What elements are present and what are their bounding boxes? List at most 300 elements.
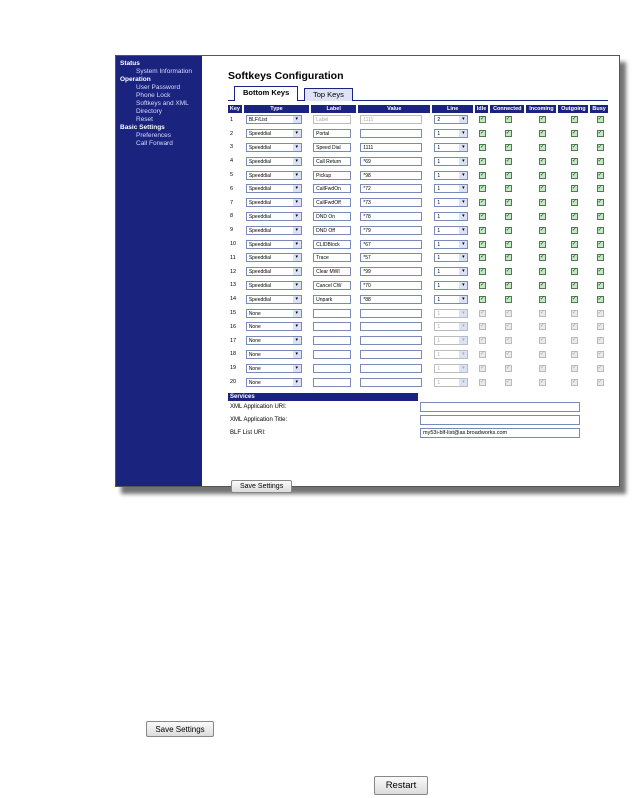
checkbox-incoming[interactable]: ✓ (539, 143, 545, 150)
checkbox-incoming[interactable]: ✓ (539, 199, 545, 206)
chevron-down-icon: ▾ (293, 241, 301, 248)
checkbox-outgoing[interactable]: ✓ (571, 281, 577, 288)
label-input[interactable]: Portal (313, 129, 351, 138)
line-select[interactable] (434, 198, 468, 207)
key-number: 2 (230, 130, 234, 137)
checkbox-idle[interactable]: ✓ (480, 212, 486, 219)
type-select[interactable] (246, 350, 302, 359)
checkbox-incoming[interactable]: ✓ (539, 378, 545, 385)
type-value: Speeddial (248, 144, 272, 151)
checkbox-idle[interactable]: ✓ (480, 337, 486, 344)
checkbox-outgoing[interactable]: ✓ (571, 323, 577, 330)
checkbox-connected[interactable]: ✓ (505, 185, 511, 192)
checkbox-connected[interactable]: ✓ (505, 309, 511, 316)
checkbox-idle[interactable]: ✓ (480, 268, 486, 275)
checkbox-busy[interactable]: ✓ (597, 281, 603, 288)
line-value: 1 (437, 351, 441, 358)
chevron-down-icon: ▾ (293, 310, 301, 317)
line-select[interactable] (434, 184, 468, 193)
checkbox-busy[interactable]: ✓ (597, 199, 603, 206)
sidebar-item[interactable]: User Password (136, 84, 181, 91)
service-field-input[interactable] (420, 402, 580, 412)
checkbox-busy[interactable]: ✓ (597, 323, 603, 330)
tab-bar (228, 87, 608, 101)
line-select[interactable] (434, 240, 468, 249)
label-input[interactable]: CLIDBlock (313, 240, 351, 249)
key-number: 8 (230, 213, 234, 220)
label-input[interactable]: DND Off (313, 226, 351, 235)
line-select[interactable] (434, 322, 468, 331)
checkbox-outgoing[interactable]: ✓ (571, 364, 577, 371)
checkbox-incoming[interactable]: ✓ (539, 116, 545, 123)
chevron-down-icon: ▾ (293, 213, 301, 220)
line-value: 2 (437, 117, 441, 124)
chevron-down-icon: ▾ (459, 158, 467, 165)
checkbox-idle[interactable]: ✓ (480, 378, 486, 385)
checkbox-busy[interactable]: ✓ (597, 295, 603, 302)
line-select[interactable] (434, 143, 468, 152)
checkbox-incoming[interactable]: ✓ (539, 171, 545, 178)
checkbox-incoming[interactable]: ✓ (539, 240, 545, 247)
value-input[interactable] (360, 364, 422, 373)
value-input[interactable]: *57 (360, 253, 422, 262)
checkbox-idle[interactable]: ✓ (480, 130, 486, 137)
label-input[interactable] (313, 378, 351, 387)
checkbox-busy[interactable]: ✓ (597, 309, 603, 316)
label-input[interactable]: CallFwdOff (313, 198, 351, 207)
sidebar-section-title: Operation (120, 76, 151, 83)
value-input[interactable]: *67 (360, 240, 422, 249)
checkbox-idle[interactable]: ✓ (480, 240, 486, 247)
chevron-down-icon: ▾ (459, 213, 467, 220)
type-select[interactable] (246, 295, 302, 304)
service-field-input[interactable]: my53i-blf-list@as.broadworks.com (420, 428, 580, 438)
line-value: 1 (437, 144, 441, 151)
type-select[interactable] (246, 143, 302, 152)
table-row (228, 237, 610, 251)
tab-bottom-keys[interactable]: Bottom Keys (234, 86, 298, 101)
table-row (228, 182, 610, 196)
line-value: 1 (437, 131, 441, 138)
key-number: 7 (230, 199, 234, 206)
type-select[interactable] (246, 226, 302, 235)
checkbox-outgoing[interactable]: ✓ (571, 240, 577, 247)
column-header: Type (244, 105, 311, 113)
checkbox-idle[interactable]: ✓ (480, 309, 486, 316)
line-value: 1 (437, 379, 441, 386)
line-value: 1 (437, 296, 441, 303)
type-value: Speeddial (248, 255, 272, 262)
tab-top-keys[interactable]: Top Keys (304, 88, 353, 101)
chevron-down-icon: ▾ (459, 172, 467, 179)
table-row (228, 251, 610, 265)
chevron-down-icon: ▾ (459, 241, 467, 248)
line-select[interactable] (434, 364, 468, 373)
checkbox-busy[interactable]: ✓ (597, 337, 603, 344)
label-input[interactable] (313, 336, 351, 345)
line-select[interactable] (434, 267, 468, 276)
checkbox-incoming[interactable]: ✓ (539, 157, 545, 164)
label-input[interactable] (313, 309, 351, 318)
checkbox-idle[interactable]: ✓ (480, 116, 486, 123)
checkbox-connected[interactable]: ✓ (505, 268, 511, 275)
line-value: 1 (437, 255, 441, 262)
key-number: 14 (230, 296, 237, 303)
value-input[interactable]: 1111 (360, 115, 422, 124)
table-row (228, 375, 610, 389)
column-header: Value (358, 105, 432, 113)
checkbox-busy[interactable]: ✓ (597, 240, 603, 247)
type-value: Speeddial (248, 131, 272, 138)
checkbox-idle[interactable]: ✓ (480, 226, 486, 233)
checkbox-busy[interactable]: ✓ (597, 268, 603, 275)
checkbox-outgoing[interactable]: ✓ (571, 130, 577, 137)
service-field-input[interactable] (420, 415, 580, 425)
column-header: Line (432, 105, 475, 113)
checkbox-incoming[interactable]: ✓ (539, 309, 545, 316)
key-number: 15 (230, 310, 237, 317)
line-value: 1 (437, 158, 441, 165)
sidebar-section-title: Status (120, 60, 140, 67)
type-select[interactable] (246, 171, 302, 180)
type-select[interactable] (246, 198, 302, 207)
checkbox-connected[interactable]: ✓ (505, 157, 511, 164)
service-field-label: XML Application URI: (230, 403, 287, 410)
checkbox-idle[interactable]: ✓ (480, 323, 486, 330)
checkbox-connected[interactable]: ✓ (505, 143, 511, 150)
label-input[interactable]: Clear MWI (313, 267, 351, 276)
checkbox-idle[interactable]: ✓ (480, 254, 486, 261)
checkbox-incoming[interactable]: ✓ (539, 130, 545, 137)
key-number: 16 (230, 323, 237, 330)
line-select[interactable] (434, 253, 468, 262)
softkeys-table (228, 105, 610, 389)
chevron-down-icon: ▾ (293, 337, 301, 344)
restart-button[interactable]: Restart (374, 776, 428, 795)
checkbox-connected[interactable]: ✓ (505, 295, 511, 302)
key-number: 10 (230, 241, 237, 248)
type-select[interactable] (246, 184, 302, 193)
type-value: Speeddial (248, 200, 272, 207)
type-select[interactable] (246, 364, 302, 373)
checkbox-idle[interactable]: ✓ (480, 171, 486, 178)
checkbox-outgoing[interactable]: ✓ (571, 212, 577, 219)
checkbox-connected[interactable]: ✓ (505, 350, 511, 357)
sidebar-item[interactable]: Phone Lock (136, 92, 171, 99)
line-select[interactable] (434, 336, 468, 345)
type-select[interactable] (246, 378, 302, 387)
line-value: 1 (437, 172, 441, 179)
line-select[interactable] (434, 295, 468, 304)
checkbox-idle[interactable]: ✓ (480, 364, 486, 371)
label-input[interactable]: Pickup (313, 171, 351, 180)
type-value: Speeddial (248, 227, 272, 234)
checkbox-incoming[interactable]: ✓ (539, 268, 545, 275)
checkbox-outgoing[interactable]: ✓ (571, 171, 577, 178)
checkbox-outgoing[interactable]: ✓ (571, 143, 577, 150)
chevron-down-icon: ▾ (293, 254, 301, 261)
checkbox-connected[interactable]: ✓ (505, 130, 511, 137)
key-number: 20 (230, 379, 237, 386)
chevron-down-icon: ▾ (293, 116, 301, 123)
type-value: None (248, 365, 261, 372)
sidebar-item[interactable]: Directory (136, 108, 163, 115)
chevron-down-icon: ▾ (459, 323, 467, 330)
checkbox-busy[interactable]: ✓ (597, 171, 603, 178)
checkbox-incoming[interactable]: ✓ (539, 254, 545, 261)
checkbox-outgoing[interactable]: ✓ (571, 295, 577, 302)
table-row (228, 320, 610, 334)
type-select[interactable] (246, 240, 302, 249)
chevron-down-icon: ▾ (293, 130, 301, 137)
line-value: 1 (437, 241, 441, 248)
checkbox-outgoing[interactable]: ✓ (571, 116, 577, 123)
checkbox-connected[interactable]: ✓ (505, 323, 511, 330)
key-number: 4 (230, 158, 234, 165)
line-select[interactable] (434, 157, 468, 166)
chevron-down-icon: ▾ (293, 268, 301, 275)
checkbox-connected[interactable]: ✓ (505, 378, 511, 385)
checkbox-busy[interactable]: ✓ (597, 350, 603, 357)
type-select[interactable] (246, 157, 302, 166)
type-select[interactable] (246, 322, 302, 331)
checkbox-connected[interactable]: ✓ (505, 240, 511, 247)
checkbox-outgoing[interactable]: ✓ (571, 254, 577, 261)
chevron-down-icon: ▾ (459, 282, 467, 289)
column-header: Incoming (526, 105, 558, 113)
chevron-down-icon: ▾ (459, 351, 467, 358)
chevron-down-icon: ▾ (293, 144, 301, 151)
label-input[interactable]: Trace (313, 253, 351, 262)
chevron-down-icon: ▾ (293, 199, 301, 206)
checkbox-busy[interactable]: ✓ (597, 226, 603, 233)
table-row (228, 334, 610, 348)
table-row (228, 265, 610, 279)
sidebar-item[interactable]: System Information (136, 68, 192, 75)
sidebar-item[interactable]: Softkeys and XML (136, 100, 189, 107)
service-field-row (228, 414, 608, 427)
checkbox-outgoing[interactable]: ✓ (571, 185, 577, 192)
checkbox-busy[interactable]: ✓ (597, 130, 603, 137)
checkbox-incoming[interactable]: ✓ (539, 323, 545, 330)
chevron-down-icon: ▾ (459, 365, 467, 372)
checkbox-connected[interactable]: ✓ (505, 364, 511, 371)
type-select[interactable] (246, 115, 302, 124)
checkbox-busy[interactable]: ✓ (597, 212, 603, 219)
type-select[interactable] (246, 336, 302, 345)
value-input[interactable] (360, 322, 422, 331)
checkbox-incoming[interactable]: ✓ (539, 185, 545, 192)
label-input[interactable]: DND On (313, 212, 351, 221)
checkbox-connected[interactable]: ✓ (505, 171, 511, 178)
chevron-down-icon: ▾ (293, 282, 301, 289)
table-row (228, 348, 610, 362)
checkbox-incoming[interactable]: ✓ (539, 281, 545, 288)
chevron-down-icon: ▾ (459, 116, 467, 123)
checkbox-idle[interactable]: ✓ (480, 281, 486, 288)
checkbox-outgoing[interactable]: ✓ (571, 378, 577, 385)
chevron-down-icon: ▾ (293, 323, 301, 330)
save-settings-button[interactable]: Save Settings (231, 480, 292, 493)
type-select[interactable] (246, 267, 302, 276)
label-input[interactable]: Speed Dial (313, 143, 351, 152)
table-row (228, 361, 610, 375)
line-select[interactable] (434, 309, 468, 318)
sidebar-item[interactable]: Call Forward (136, 140, 173, 147)
line-select[interactable] (434, 115, 468, 124)
type-select[interactable] (246, 212, 302, 221)
value-input[interactable]: 1111 (360, 143, 422, 152)
table-row (228, 154, 610, 168)
sidebar-item[interactable]: Preferences (136, 132, 172, 139)
line-select[interactable] (434, 281, 468, 290)
checkbox-connected[interactable]: ✓ (505, 281, 511, 288)
checkbox-busy[interactable]: ✓ (597, 116, 603, 123)
checkbox-outgoing[interactable]: ✓ (571, 199, 577, 206)
checkbox-incoming[interactable]: ✓ (539, 337, 545, 344)
checkbox-incoming[interactable]: ✓ (539, 212, 545, 219)
value-input[interactable] (360, 336, 422, 345)
checkbox-busy[interactable]: ✓ (597, 378, 603, 385)
chevron-down-icon: ▾ (293, 351, 301, 358)
table-row (228, 279, 610, 293)
label-input[interactable] (313, 322, 351, 331)
value-input[interactable]: *69 (360, 157, 422, 166)
service-field-label: XML Application Title: (230, 416, 288, 423)
type-value: None (248, 310, 261, 317)
label-input[interactable]: Label (313, 115, 351, 124)
type-select[interactable] (246, 281, 302, 290)
label-input[interactable]: Unpark (313, 295, 351, 304)
type-select[interactable] (246, 309, 302, 318)
column-header: Idle (475, 105, 490, 113)
chevron-down-icon: ▾ (459, 130, 467, 137)
label-input[interactable] (313, 364, 351, 373)
type-select[interactable] (246, 253, 302, 262)
checkbox-incoming[interactable]: ✓ (539, 226, 545, 233)
checkbox-outgoing[interactable]: ✓ (571, 268, 577, 275)
sidebar-section-title: Basic Settings (120, 124, 165, 131)
services-header: Services (228, 393, 418, 401)
type-value: Speeddial (248, 213, 272, 220)
checkbox-incoming[interactable]: ✓ (539, 350, 545, 357)
checkbox-idle[interactable]: ✓ (480, 143, 486, 150)
service-field-row (228, 427, 608, 440)
checkbox-outgoing[interactable]: ✓ (571, 337, 577, 344)
label-input[interactable]: Cancel CW (313, 281, 351, 290)
sidebar-nav (116, 56, 202, 486)
line-value: 1 (437, 365, 441, 372)
line-select[interactable] (434, 212, 468, 221)
checkbox-busy[interactable]: ✓ (597, 364, 603, 371)
key-number: 5 (230, 172, 234, 179)
table-row (228, 127, 610, 141)
checkbox-outgoing[interactable]: ✓ (571, 309, 577, 316)
value-input[interactable] (360, 378, 422, 387)
value-input[interactable]: *88 (360, 295, 422, 304)
line-select[interactable] (434, 226, 468, 235)
checkbox-idle[interactable]: ✓ (480, 185, 486, 192)
type-value: Speeddial (248, 282, 272, 289)
type-value: None (248, 338, 261, 345)
table-row (228, 168, 610, 182)
save-settings-button-standalone[interactable]: Save Settings (146, 721, 214, 737)
value-input[interactable]: *72 (360, 184, 422, 193)
line-value: 1 (437, 186, 441, 193)
type-value: Speeddial (248, 158, 272, 165)
table-row (228, 223, 610, 237)
chevron-down-icon: ▾ (459, 227, 467, 234)
chevron-down-icon: ▾ (459, 379, 467, 386)
value-input[interactable] (360, 129, 422, 138)
checkbox-busy[interactable]: ✓ (597, 254, 603, 261)
type-value: Speeddial (248, 296, 272, 303)
column-header: Outgoing (558, 105, 590, 113)
column-header: Key (228, 105, 244, 113)
type-select[interactable] (246, 129, 302, 138)
label-input[interactable]: Call Return (313, 157, 351, 166)
key-number: 13 (230, 282, 237, 289)
checkbox-busy[interactable]: ✓ (597, 143, 603, 150)
checkbox-idle[interactable]: ✓ (480, 350, 486, 357)
checkbox-idle[interactable]: ✓ (480, 157, 486, 164)
value-input[interactable] (360, 309, 422, 318)
type-value: Speeddial (248, 241, 272, 248)
label-input[interactable]: CallFwdOn (313, 184, 351, 193)
line-value: 1 (437, 269, 441, 276)
key-number: 12 (230, 268, 237, 275)
checkbox-incoming[interactable]: ✓ (539, 295, 545, 302)
checkbox-connected[interactable]: ✓ (505, 337, 511, 344)
value-input[interactable]: *99 (360, 267, 422, 276)
checkbox-outgoing[interactable]: ✓ (571, 157, 577, 164)
line-select[interactable] (434, 350, 468, 359)
checkbox-incoming[interactable]: ✓ (539, 364, 545, 371)
line-select[interactable] (434, 171, 468, 180)
value-input[interactable]: *78 (360, 212, 422, 221)
chevron-down-icon: ▾ (459, 199, 467, 206)
checkbox-outgoing[interactable]: ✓ (571, 350, 577, 357)
line-value: 1 (437, 324, 441, 331)
type-value: Speeddial (248, 172, 272, 179)
checkbox-connected[interactable]: ✓ (505, 212, 511, 219)
line-select[interactable] (434, 129, 468, 138)
main-panel (228, 64, 608, 490)
chevron-down-icon: ▾ (293, 365, 301, 372)
checkbox-connected[interactable]: ✓ (505, 116, 511, 123)
checkbox-idle[interactable]: ✓ (480, 295, 486, 302)
label-input[interactable] (313, 350, 351, 359)
chevron-down-icon: ▾ (459, 310, 467, 317)
key-number: 18 (230, 351, 237, 358)
checkbox-connected[interactable]: ✓ (505, 226, 511, 233)
chevron-down-icon: ▾ (293, 227, 301, 234)
value-input[interactable]: *70 (360, 281, 422, 290)
value-input[interactable]: *79 (360, 226, 422, 235)
checkbox-busy[interactable]: ✓ (597, 157, 603, 164)
value-input[interactable]: *98 (360, 171, 422, 180)
checkbox-busy[interactable]: ✓ (597, 185, 603, 192)
checkbox-connected[interactable]: ✓ (505, 199, 511, 206)
checkbox-idle[interactable]: ✓ (480, 199, 486, 206)
value-input[interactable]: *73 (360, 198, 422, 207)
sidebar-item[interactable]: Reset (136, 116, 153, 123)
value-input[interactable] (360, 350, 422, 359)
line-select[interactable] (434, 378, 468, 387)
checkbox-outgoing[interactable]: ✓ (571, 226, 577, 233)
chevron-down-icon: ▾ (459, 337, 467, 344)
checkbox-connected[interactable]: ✓ (505, 254, 511, 261)
